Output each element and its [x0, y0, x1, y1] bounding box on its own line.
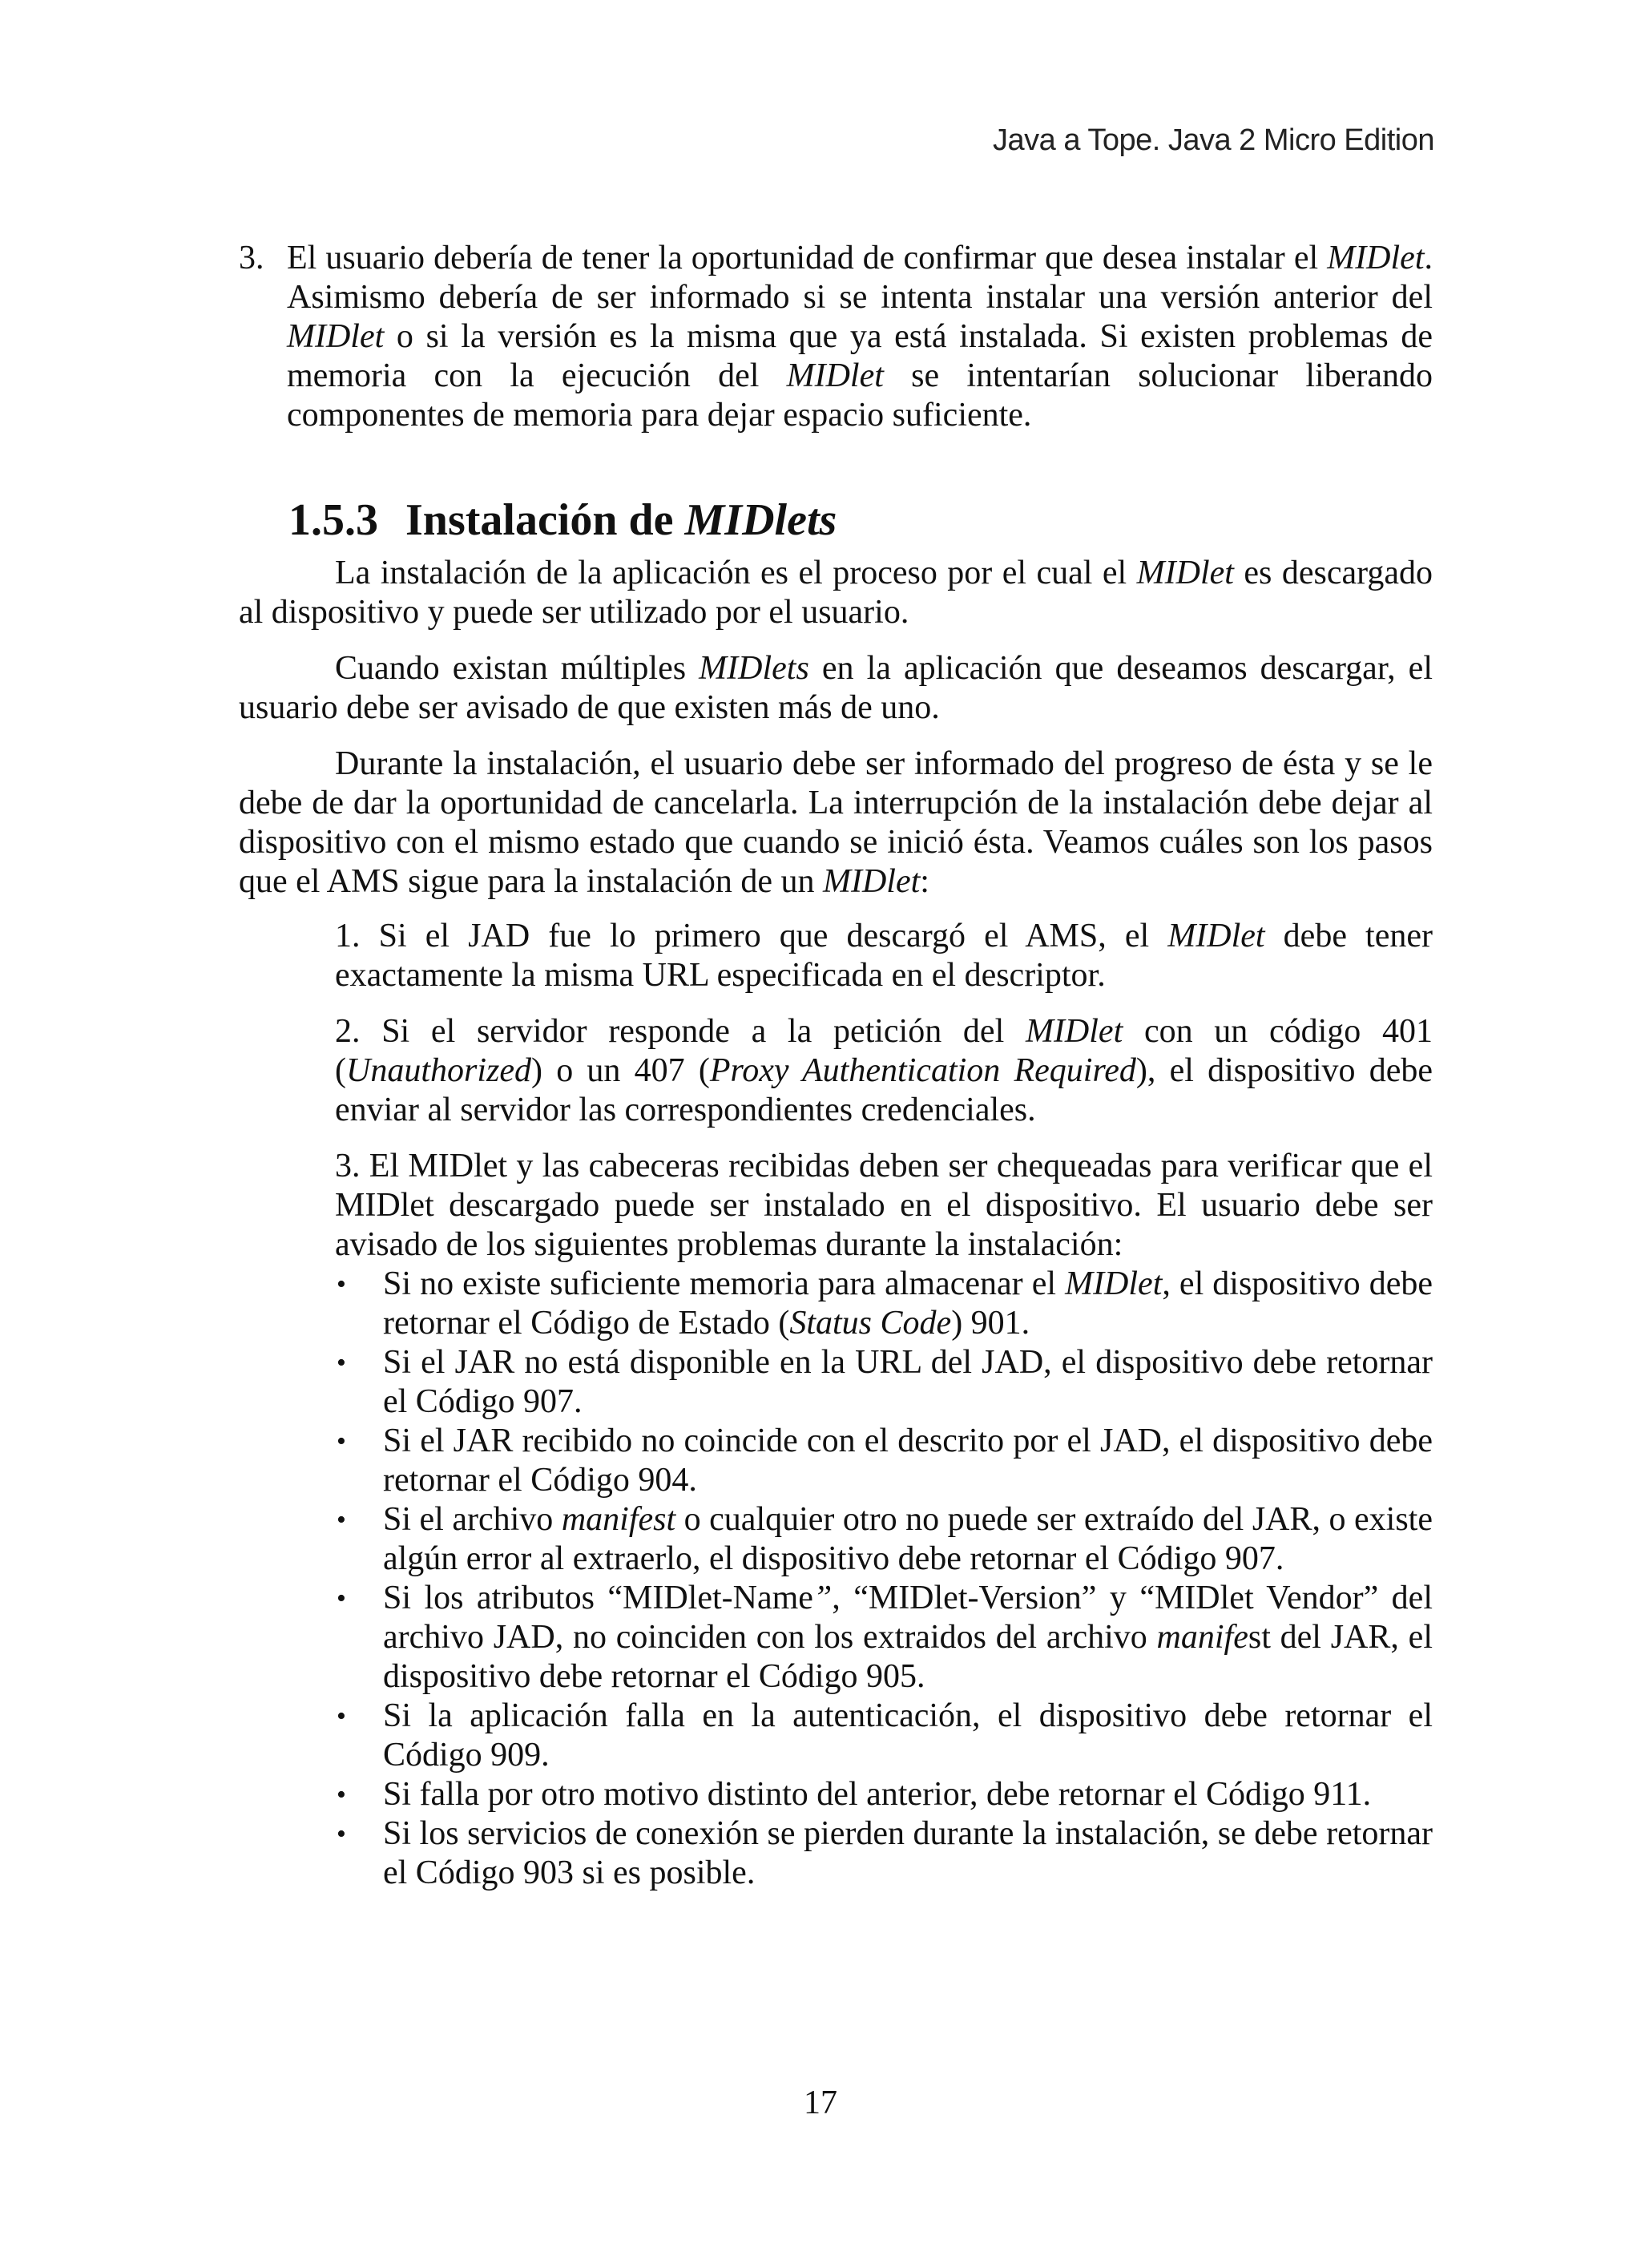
section-number: 1.5.3	[288, 495, 378, 545]
item-italic: MIDlet	[1327, 240, 1425, 276]
item-text: o si la versión es la misma que ya está instalada. Si existen problemas de memoria con la ejecución del	[287, 318, 1433, 394]
bullet-icon: •	[337, 1819, 346, 1849]
numbered-item-3	[239, 239, 1433, 435]
para-text: es descargado al dispositivo y puede ser utilizado por el usuario.	[239, 555, 1433, 631]
step-italic: Proxy Authentication Required	[709, 1052, 1136, 1089]
section-title-italic: MIDlets	[684, 495, 837, 545]
section-title: Instalación de	[405, 495, 685, 545]
bullet-italic: MIDlet	[1065, 1265, 1163, 1302]
step-text: Si el JAD fue lo primero que descargó el AMS, el	[378, 918, 1168, 954]
step-text: El MIDlet y las cabeceras recibidas deben ser chequeadas para verificar que el MIDlet descargado puede ser instalado en el dispositivo. El usuario debe ser avisado de los siguientes problemas durante la instalación:	[335, 1148, 1433, 1263]
para-text: en la aplicación que deseamos descargar, el usuario debe ser avisado de que existen más de uno.	[239, 650, 1433, 726]
bullet-text: ) 901.	[951, 1305, 1030, 1342]
item-number: 3.	[239, 240, 264, 276]
step-number: 2.	[335, 1013, 361, 1050]
list-item	[335, 1500, 1433, 1579]
para-text: La instalación de la aplicación es el proceso por el cual el	[335, 555, 1137, 591]
bullet-icon: •	[337, 1780, 346, 1810]
page-content	[239, 239, 1433, 1893]
bullet-icon: •	[337, 1269, 346, 1299]
step-text: ), el dispositivo debe enviar al servidor las correspondientes credenciales.	[335, 1052, 1433, 1128]
bullet-icon: •	[337, 1701, 346, 1731]
item-text: se intentarían solucionar liberando componentes de memoria para dejar espacio suficiente.	[287, 357, 1433, 434]
paragraph-3	[239, 745, 1433, 902]
item-italic: MIDlet	[786, 357, 884, 394]
step-text: debe tener exactamente la misma URL especificada en el descriptor.	[335, 918, 1433, 994]
bullet-text: Si no existe suficiente memoria para almacenar el	[383, 1265, 1066, 1302]
bullet-icon: •	[337, 1584, 346, 1613]
step-italic: Unauthorized	[346, 1052, 531, 1089]
item-italic: MIDlet	[287, 318, 385, 355]
paragraph-1	[239, 554, 1433, 632]
step-2	[335, 1012, 1433, 1130]
bullet-text: Si el JAR no está disponible en la URL del JAD, el dispositivo debe retornar el Código 907.	[383, 1344, 1433, 1420]
bullet-text: Si los atributos “MIDlet-Name	[383, 1580, 813, 1616]
bullet-text: Si el archivo	[383, 1501, 562, 1538]
section-heading	[288, 494, 1433, 546]
step-number: 1.	[335, 918, 361, 954]
item-text: . Asimismo debería de ser informado si se intenta instalar una versión anterior del	[287, 240, 1433, 316]
para-text: Durante la instalación, el usuario debe ser informado del progreso de ésta y se le debe de dar la oportunidad de cancelarla. La interrupción de la instalación debe dejar al dispositivo con el mismo estado que cuando se inició ésta. Veamos cuáles son los pasos que el AMS sigue para la instalación de un	[239, 745, 1433, 900]
bullet-text: Si la aplicación falla en la autenticación, el dispositivo debe retornar el Código 909.	[383, 1697, 1433, 1774]
bullet-italic: manife	[1156, 1619, 1248, 1656]
list-item	[335, 1697, 1433, 1775]
list-item	[335, 1422, 1433, 1500]
paragraph-2	[239, 649, 1433, 728]
para-italic: MIDlet	[1136, 555, 1234, 591]
bullet-italic: manifest	[561, 1501, 676, 1538]
bullet-text: Si el JAR recibido no coincide con el descrito por el JAD, el dispositivo debe retornar el Código 904.	[383, 1423, 1433, 1499]
bullet-icon: •	[337, 1505, 346, 1535]
bullet-text: st del JAR, el dispositivo debe retornar el Código 905.	[383, 1619, 1433, 1695]
list-item	[335, 1265, 1433, 1343]
bullet-icon: •	[337, 1427, 346, 1456]
list-item	[335, 1775, 1433, 1814]
list-item	[335, 1579, 1433, 1697]
step-number: 3.	[335, 1148, 361, 1184]
step-italic: MIDlet	[1025, 1013, 1123, 1050]
bullet-text: , el dispositivo debe retornar el Código de Estado (	[383, 1265, 1433, 1342]
para-italic: MIDlets	[699, 650, 809, 687]
step-3	[335, 1147, 1433, 1265]
bullet-text: Si falla por otro motivo distinto del anterior, debe retornar el Código 911.	[383, 1776, 1372, 1813]
step-italic: MIDlet	[1167, 918, 1265, 954]
bullet-italic: Status Code	[789, 1305, 952, 1342]
para-text: Cuando existan múltiples	[335, 650, 700, 687]
step-text: ) o un 407 (	[531, 1052, 710, 1089]
bullet-text: Si los servicios de conexión se pierden durante la instalación, se debe retornar el Código 903 si es posible.	[383, 1815, 1433, 1891]
step-1	[335, 917, 1433, 995]
bullet-text: o cualquier otro no puede ser extraído del JAR, o existe algún error al extraerlo, el dispositivo debe retornar el Código 907.	[383, 1501, 1433, 1577]
bullet-text: , “MIDlet-Version” y “MIDlet Vendor” del archivo JAD, no coinciden con los extraidos del archivo	[383, 1580, 1433, 1656]
problem-list	[335, 1265, 1433, 1893]
para-italic: MIDlet	[823, 863, 921, 900]
page-number: 17	[804, 2084, 837, 2121]
list-item	[335, 1814, 1433, 1893]
para-text: :	[920, 863, 929, 900]
step-text: Si el servidor responde a la petición del	[381, 1013, 1026, 1050]
bullet-icon: •	[337, 1348, 346, 1378]
step-text: con un código 401 (	[335, 1013, 1433, 1089]
bullet-italic: ”	[812, 1580, 833, 1616]
item-text: El usuario debería de tener la oportunidad de confirmar que desea instalar el	[287, 240, 1328, 276]
list-item	[335, 1343, 1433, 1422]
running-header: Java a Tope. Java 2 Micro Edition	[993, 123, 1434, 157]
